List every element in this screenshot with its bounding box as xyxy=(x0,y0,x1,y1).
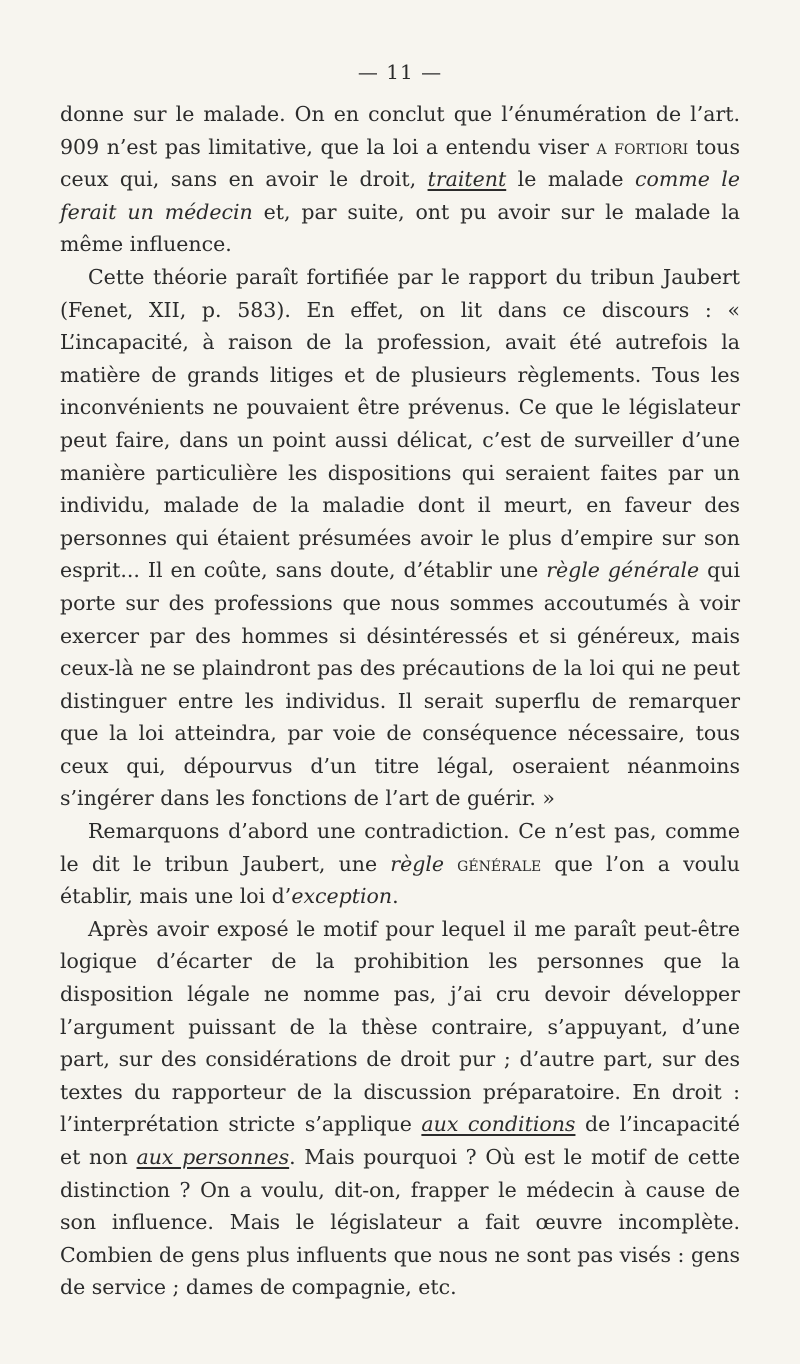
text-segment: le malade xyxy=(506,167,635,192)
text-segment: . Mais pourquoi ? Où est le motif de cette distinction ? On a voulu, dit-on, frapper le médecin à cause de son influence. Mais le législateur a fait œuvre incomplète. Combien de gens plus influents que nous ne sont pas visés : gens de service ; dames de compagnie, etc. xyxy=(60,1145,740,1300)
paragraph-2 xyxy=(60,261,740,815)
text-segment-emphasis: règle xyxy=(390,851,445,876)
text-segment: de l’incapacité et non xyxy=(60,1112,740,1169)
text-segment-emphasis: traitent xyxy=(427,167,507,192)
body-text xyxy=(60,98,740,1304)
paragraph-4 xyxy=(60,913,740,1304)
text-segment-emphasis: comme le ferait un médecin xyxy=(60,167,740,224)
text-segment-smallcaps: générale xyxy=(444,851,542,876)
text-segment-emphasis: exception xyxy=(291,884,393,909)
page-number-header: — 11 — xyxy=(357,60,443,84)
text-segment-emphasis: aux conditions xyxy=(421,1112,576,1137)
paragraph-3 xyxy=(60,815,740,913)
text-segment-emphasis: aux personnes xyxy=(136,1145,290,1169)
text-segment: et, par suite, ont pu avoir sur le malade la même influence. xyxy=(60,199,740,257)
text-segment: Cette théorie paraît fortifiée par le rapport du tribun Jaubert (Fenet, XII, p. 583). En effet, on lit dans ce discours : « L’incapacité, à raison de la profession, avait été autrefois la matière de grands litiges et de plusieurs règlements. Tous les inconvénients ne pouvaient être prévenus. Ce que le législateur peut faire, dans un point aussi délicat, c’est de surveiller d’une manière particulière les dispositions qui seraient faites par un individu, malade de la maladie dont il meurt, en faveur des personnes qui étaient présumées avoir le plus d’empire sur son esprit... Il en coûte, sans doute, d’établir une xyxy=(60,264,740,583)
paragraph-1 xyxy=(60,98,740,261)
text-segment-emphasis: règle générale xyxy=(546,558,700,583)
text-segment: donne sur le malade. On en conclut que l’énumération de l’art. 909 n’est pas limitative, que la loi a entendu viser xyxy=(60,102,740,159)
text-segment-smallcaps: a fortiori xyxy=(596,134,689,159)
text-segment: Remarquons d’abord une contradiction. Ce n’est pas, comme le dit le tribun Jaubert, une xyxy=(60,819,740,876)
text-segment: Après avoir exposé le motif pour lequel il me paraît peut-être logique d’écarter de la prohibition les personnes que la disposition légale ne nomme pas, j’ai cru devoir développer l’argument puissant de la thèse contraire, s’appuyant, d’une part, sur des considérations de droit pur ; d’autre part, sur des textes du rapporteur de la discussion préparatoire. En droit : l’interprétation stricte s’applique xyxy=(60,916,740,1137)
text-segment: que l’on a voulu établir, mais une loi d’ xyxy=(60,851,740,909)
book-page xyxy=(60,60,740,1304)
text-segment: qui porte sur des professions que nous sommes accoutumés à voir exercer par des hommes si désintéressés et si généreux, mais ceux-là ne se plaindront pas des précautions de la loi qui ne peut distinguer entre les individus. Il serait superflu de remarquer que la loi atteindra, par voie de conséquence nécessaire, tous ceux qui, dépourvus d’un titre légal, oseraient néanmoins s’ingérer dans les fonctions de l’art de guérir. » xyxy=(60,558,740,811)
text-segment: tous ceux qui, sans en avoir le droit, xyxy=(60,134,741,192)
text-segment: . xyxy=(392,884,399,909)
